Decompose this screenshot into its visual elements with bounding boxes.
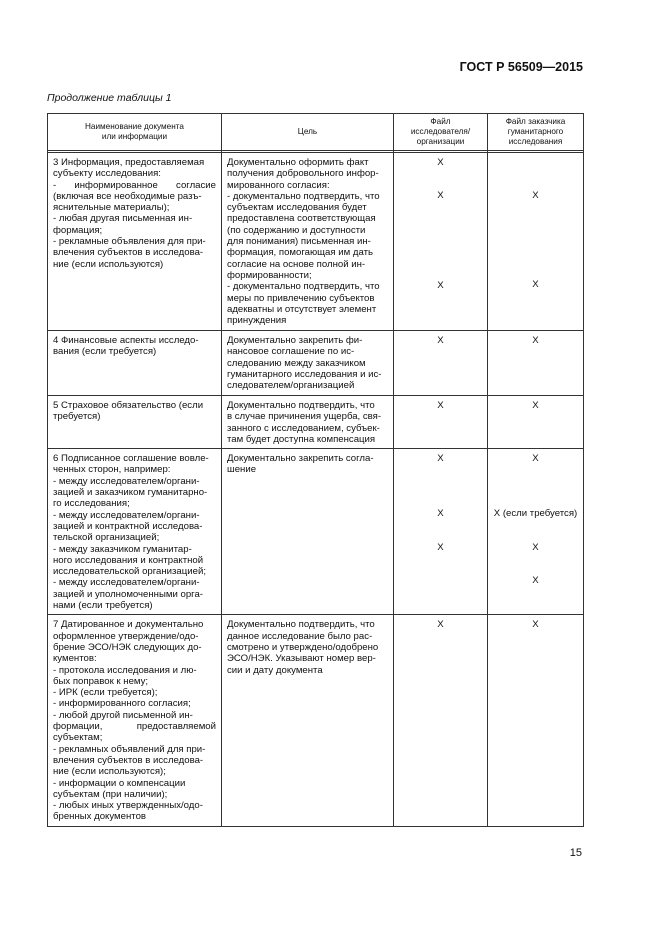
row-5-goal: Документально подтвердить, что в случае причинения ущерба, свя- занного с исследованием, субъек- там будет доступна компенсация	[222, 396, 394, 449]
check-mark: X	[437, 508, 444, 520]
standard-code: ГОСТ Р 56509—2015	[459, 60, 583, 74]
check-mark: X	[532, 190, 539, 201]
check-mark: X	[532, 619, 539, 631]
row-4-customer	[488, 331, 584, 396]
check-mark: X	[532, 575, 539, 587]
row-3-name: 3 Информация, предоставляемая субъекту исследования: - информированное согласие (включая все необходимые разъ- яснительные материалы); - любая другая письменная ин- формация; - рекламные объявления для при- влечения субъектов в исследова- ние (если используются)	[48, 153, 222, 331]
row-7-name: 7 Датированное и документально оформленное утверждение/одо- брение ЭСО/НЭК следующих до- кументов: - протокола исследования и лю- бых поправок к нему; - ИРК (если требуется); - информированного согласия; - любой другой письменной ин- формации, предоставляемой субъектам; - рекламных объявлений для при- влечения субъектов в исследова- ние (если используются); - информации о компенсации субъектам (при наличии); - любых иных утвержденных/одо- бренных документов	[48, 615, 222, 827]
check-mark: X	[437, 619, 444, 631]
row-4-researcher	[394, 331, 488, 396]
table-row	[48, 153, 584, 331]
table-row	[48, 449, 584, 615]
check-mark: X	[532, 400, 539, 411]
row-6-customer	[488, 449, 584, 615]
row-7-researcher	[394, 615, 488, 827]
check-mark: X (если требуется)	[493, 508, 578, 520]
table-row	[48, 615, 584, 827]
check-mark: X	[437, 400, 444, 411]
check-mark: X	[532, 541, 539, 553]
row-4-name: 4 Финансовые аспекты исследо- вания (если требуется)	[48, 331, 222, 396]
row-3-customer	[488, 153, 584, 331]
page-number: 15	[569, 847, 582, 859]
check-mark: X	[532, 279, 539, 291]
table-caption: Продолжение таблицы 1	[47, 92, 172, 104]
row-4-goal: Документально закрепить фи- нансовое соглашение по ис- следованию между заказчиком гуманитарного исследования и ис- следователем/организацией	[222, 331, 394, 396]
check-mark: X	[437, 453, 444, 465]
row-6-researcher	[394, 449, 488, 615]
table-row	[48, 331, 584, 396]
check-mark: X	[437, 335, 444, 346]
header-customer-file: Файл заказчика гуманитарного исследования	[488, 114, 584, 151]
header-goal: Цель	[222, 114, 394, 151]
row-7-goal: Документально подтвердить, что данное исследование было рас- смотрено и утверждено/одобрено ЭСО/НЭК. Указывают номер вер- сии и дату документа	[222, 615, 394, 827]
check-mark: X	[437, 279, 444, 291]
row-7-customer	[488, 615, 584, 827]
check-mark: X	[437, 190, 444, 202]
requirements-table	[47, 113, 584, 827]
row-3-goal: Документально оформить факт получения добровольного инфор- мированного согласия: - документально подтвердить, что субъектам исследования будет предоставлена соответствующая (по содержанию и доступности для понимания) письменная ин- формация, помогающая им дать согласие на основе полной ин- формированности; - документально подтвердить, что меры по привлечению субъектов адекватны и отсутствует элемент принуждения	[222, 153, 394, 331]
header-name: Наименование документа или информации	[48, 114, 222, 151]
check-mark: X	[532, 453, 539, 465]
row-5-customer	[488, 396, 584, 449]
row-3-researcher	[394, 153, 488, 331]
row-6-goal: Документально закрепить согла- шение	[222, 449, 394, 615]
check-mark: X	[532, 335, 539, 346]
header-researcher-file: Файл исследователя/ организации	[394, 114, 488, 151]
row-6-name: 6 Подписанное соглашение вовле- ченных сторон, например: - между исследователем/органи- зацией и заказчиком гуманитарно- го исследования; - между исследователем/органи- зацией и контрактной исследова- тельской организацией; - между заказчиком гуманитар- ного исследования и контрактной исследовательской организацией; - между исследователем/органи- зацией и уполномоченными орга- нами (если требуется)	[48, 449, 222, 615]
table-header-row	[48, 114, 584, 151]
check-mark: X	[437, 541, 444, 553]
table-row	[48, 396, 584, 449]
check-mark: X	[437, 157, 444, 168]
row-5-researcher	[394, 396, 488, 449]
row-5-name: 5 Страховое обязательство (если требуется)	[48, 396, 222, 449]
